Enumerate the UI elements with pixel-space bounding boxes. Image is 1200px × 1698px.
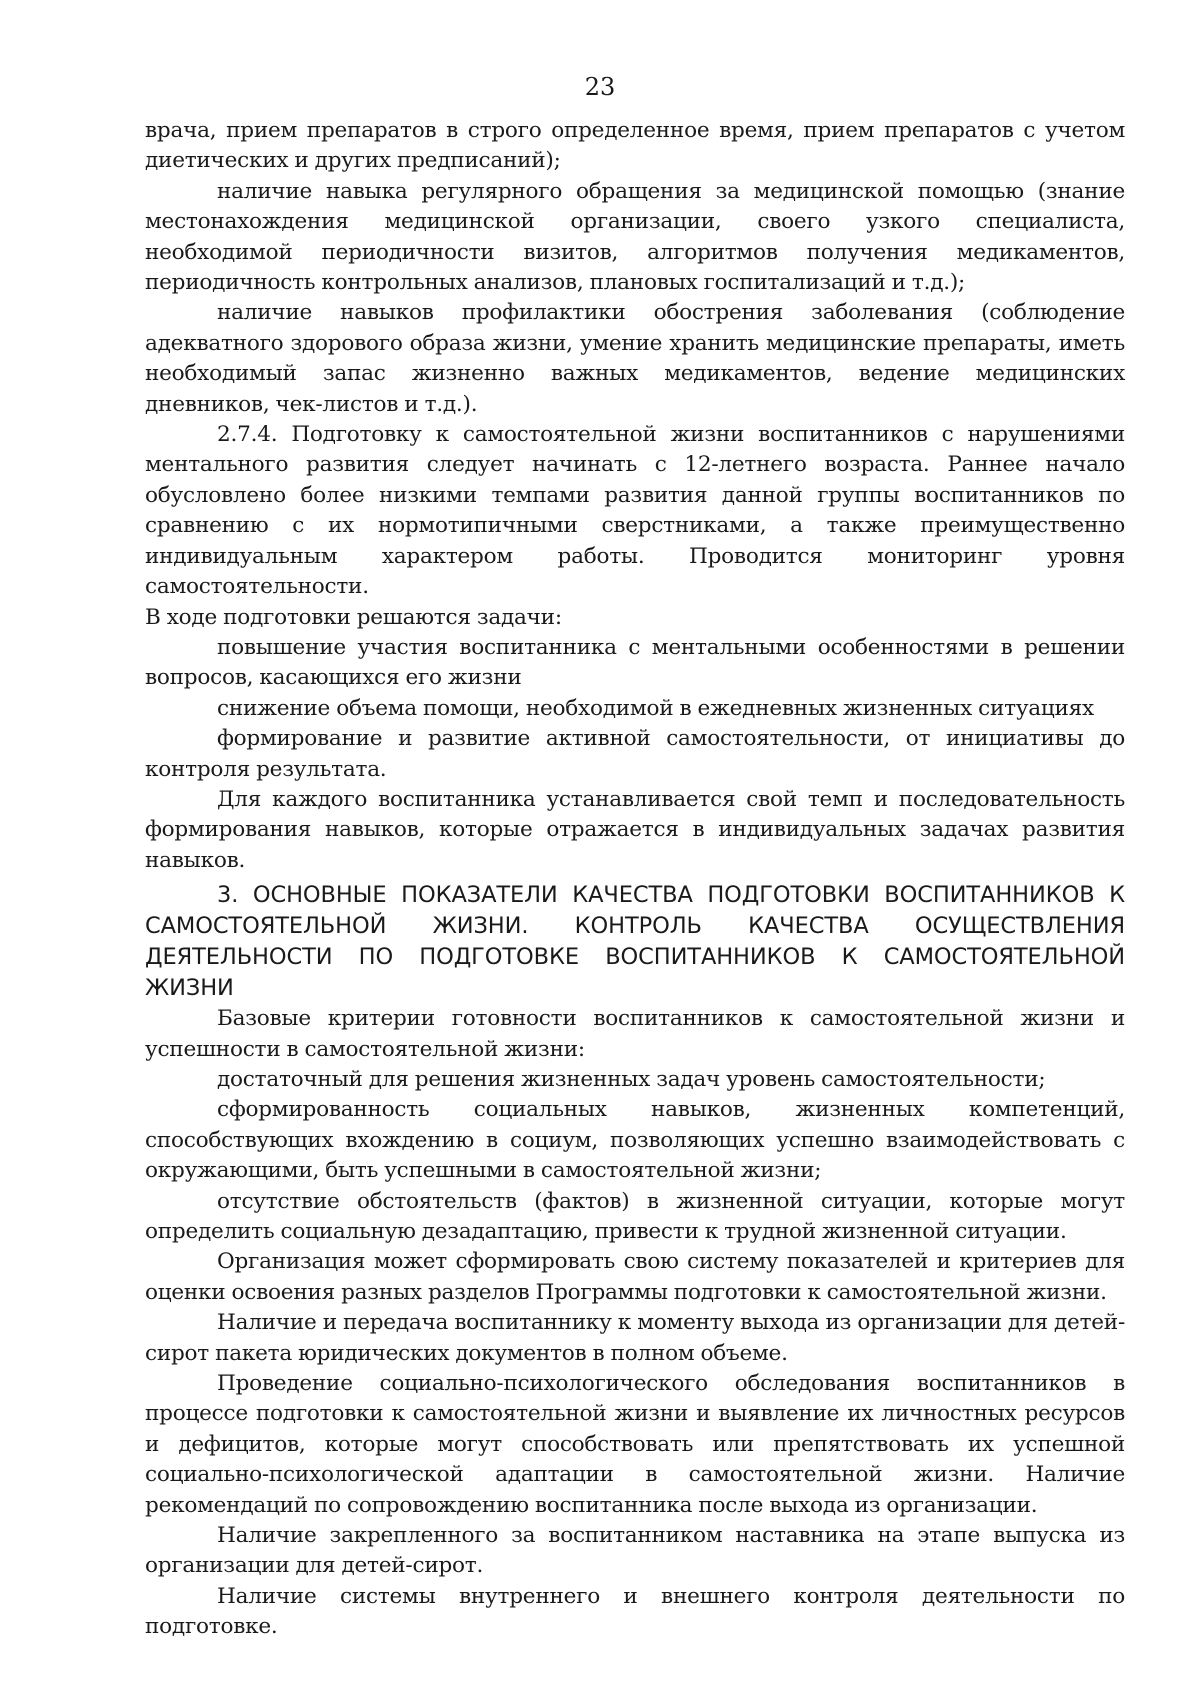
page-content: [145, 116, 1125, 1643]
paragraph-psych-examination: Проведение социально-психологического обследования воспитанников в процессе подготовки к самостоятельной жизни и выявление их личностных ресурсов и дефицитов, которые могут способствовать или препятствовать их успешной социально-психологической адаптации в самостоятельной жизни. Наличие рекомендаций по сопровождению воспитанника после выхода из организации.: [145, 1371, 1125, 1518]
paragraph-mentor: Наличие закрепленного за воспитанником наставника на этапе выпуска из организации для детей-сирот.: [145, 1523, 1125, 1579]
paragraph-criterion-no-maladaptation: отсутствие обстоятельств (фактов) в жизненной ситуации, которые могут определить социальную дезадаптацию, привести к трудной жизненной ситуации.: [145, 1188, 1125, 1244]
paragraph-task-reduce-help: снижение объема помощи, необходимой в ежедневных жизненных ситуациях: [217, 695, 1094, 721]
paragraph-own-indicators: Организация может сформировать свою систему показателей и критериев для оценки освоения разных разделов Программы подготовки к самостоятельной жизни.: [145, 1249, 1125, 1305]
paragraph-prevention-skill: наличие навыков профилактики обострения заболевания (соблюдение адекватного здорового образа жизни, умение хранить медицинские препараты, иметь необходимый запас жизненно важных медикаментов, ведение медицинских дневников, чек-листов и т.д.).: [145, 300, 1125, 417]
paragraph-base-criteria: Базовые критерии готовности воспитанников к самостоятельной жизни и успешности в самостоятельной жизни:: [145, 1006, 1125, 1062]
paragraph-tasks-intro: В ходе подготовки решаются задачи:: [145, 604, 562, 630]
paragraph-continuation: врача, прием препаратов в строго определенное время, прием препаратов с учетом диетических и других предписаний);: [145, 118, 1125, 174]
paragraph-criterion-independence: достаточный для решения жизненных задач уровень самостоятельности;: [217, 1066, 1046, 1092]
page-number: 23: [584, 73, 616, 101]
paragraph-individual-pace: Для каждого воспитанника устанавливается свой темп и последовательность формирования навыков, которые отражается в индивидуальных задачах развития навыков.: [145, 786, 1125, 873]
paragraph-medical-help-skill: наличие навыка регулярного обращения за медицинской помощью (знание местонахождения медицинской организации, своего узкого специалиста, необходимой периодичности визитов, алгоритмов получения медикаментов, периодичность контрольных анализов, плановых госпитализаций и т.д.);: [145, 178, 1125, 296]
paragraph-task-active-independence: формирование и развитие активной самостоятельности, от инициативы до контроля результата.: [145, 726, 1125, 782]
paragraph-control-system: Наличие системы внутреннего и внешнего контроля деятельности по подготовке.: [145, 1583, 1125, 1640]
paragraph-criterion-social-skills: сформированность социальных навыков, жизненных компетенций, способствующих вхождению в социум, позволяющих успешно взаимодействовать с окружающими, быть успешными в самостоятельной жизни;: [145, 1097, 1125, 1184]
paragraph-section-2-7-4: 2.7.4. Подготовку к самостоятельной жизни воспитанников с нарушениями ментального развития следует начинать с 12-летнего возраста. Раннее начало обусловлено более низкими темпами развития данной группы воспитанников по сравнению с их нормотипичными сверстниками, а также преимущественно индивидуальным характером работы. Проводится мониторинг уровня самостоятельности.: [145, 422, 1125, 600]
paragraph-legal-documents: Наличие и передача воспитаннику к моменту выхода из организации для детей-сирот пакета юридических документов в полном объеме.: [145, 1310, 1125, 1366]
paragraph-task-participation: повышение участия воспитанника с ментальными особенностями в решении вопросов, касающихся его жизни: [145, 634, 1125, 691]
section-heading-3: 3. ОСНОВНЫЕ ПОКАЗАТЕЛИ КАЧЕСТВА ПОДГОТОВКИ ВОСПИТАННИКОВ К САМОСТОЯТЕЛЬНОЙ ЖИЗНИ. КОНТРОЛЬ КАЧЕСТВА ОСУЩЕСТВЛЕНИЯ ДЕЯТЕЛЬНОСТИ ПО ПОДГОТОВКЕ ВОСПИТАННИКОВ К САМОСТОЯТЕЛЬНОЙ ЖИЗНИ: [145, 882, 1125, 1002]
